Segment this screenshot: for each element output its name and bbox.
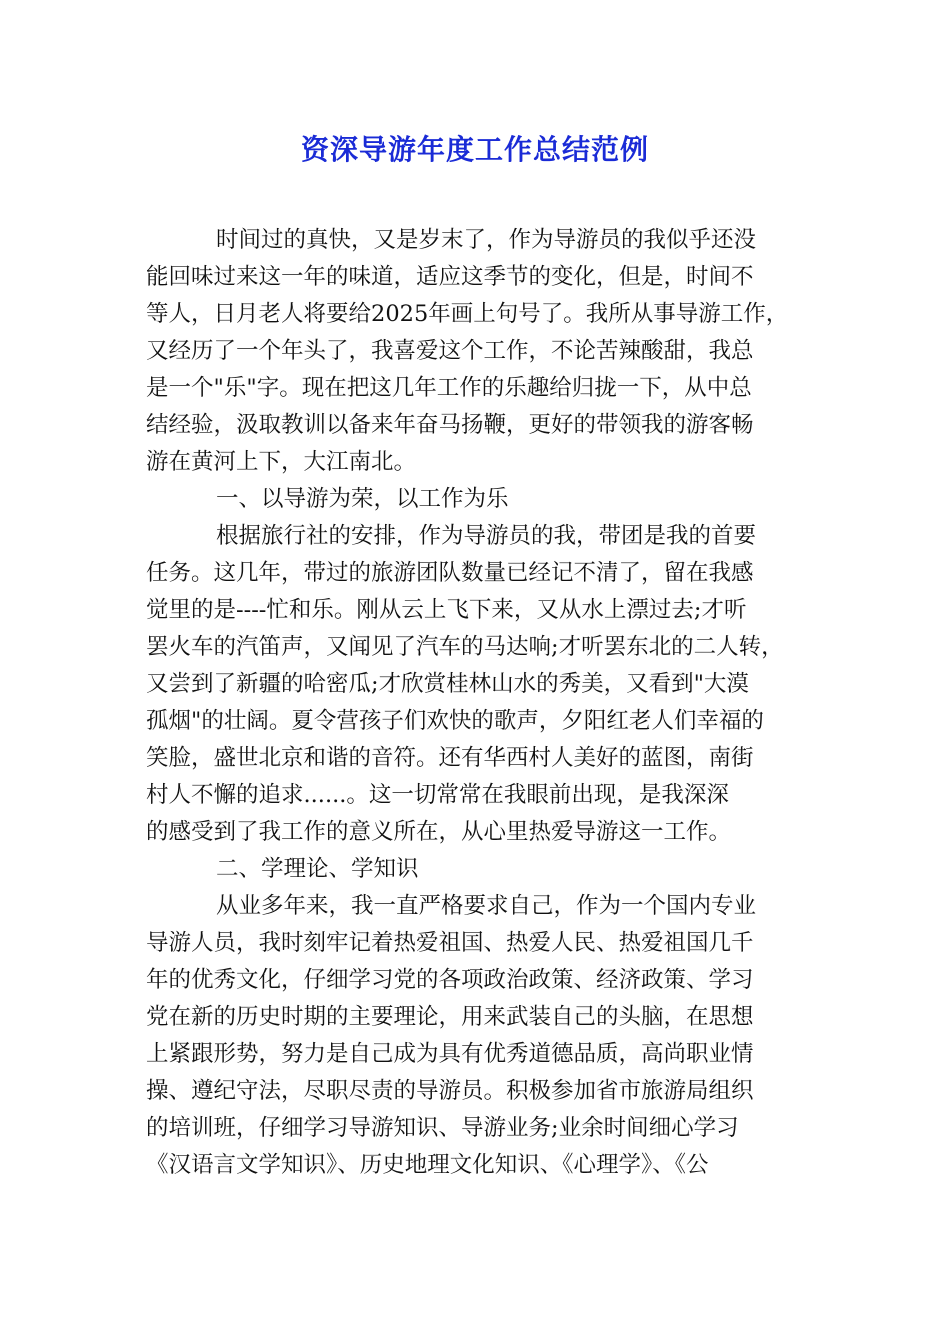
paragraph-line: 从业多年来，我一直严格要求自己，作为一个国内专业 xyxy=(216,893,757,919)
paragraph-line: 能回味过来这一年的味道，适应这季节的变化，但是，时间不 xyxy=(146,264,754,290)
paragraph-line: 的培训班，仔细学习导游知识、导游业务;业余时间细心学习 xyxy=(146,1115,739,1141)
paragraph-line: 笑脸，盛世北京和谐的音符。还有华西村人美好的蓝图，南街 xyxy=(146,745,754,771)
paragraph-line: 党在新的历史时期的主要理论，用来武装自己的头脑，在思想 xyxy=(146,1004,754,1030)
paragraph-line: 年的优秀文化，仔细学习党的各项政治政策、经济政策、学习 xyxy=(146,967,754,993)
section-heading: 二、学理论、学知识 xyxy=(216,856,419,882)
paragraph-line: 任务。这几年，带过的旅游团队数量已经记不清了，留在我感 xyxy=(146,560,754,586)
paragraph-line: 又尝到了新疆的哈密瓜;才欣赏桂林山水的秀美，又看到"大漠 xyxy=(146,671,749,697)
paragraph-line: 操、遵纪守法，尽职尽责的导游员。积极参加省市旅游局组织 xyxy=(146,1078,754,1104)
paragraph-line: 根据旅行社的安排，作为导游员的我，带团是我的首要 xyxy=(216,523,757,549)
paragraph-line: 又经历了一个年头了，我喜爱这个工作，不论苦辣酸甜，我总 xyxy=(146,338,754,364)
paragraph-line: 结经验，汲取教训以备来年奋马扬鞭，更好的带领我的游客畅 xyxy=(146,412,754,438)
paragraph-line: 时间过的真快，又是岁末了，作为导游员的我似乎还没 xyxy=(216,227,757,253)
section-heading: 一、以导游为荣，以工作为乐 xyxy=(216,486,509,512)
paragraph-line: 罢火车的汽笛声，又闻见了汽车的马达响;才听罢东北的二人转， xyxy=(146,634,784,660)
paragraph-line: 觉里的是----忙和乐。刚从云上飞下来，又从水上漂过去;才听 xyxy=(146,597,747,623)
paragraph-line: 上紧跟形势，努力是自己成为具有优秀道德品质，高尚职业情 xyxy=(146,1041,754,1067)
paragraph-line: 等人，日月老人将要给2025年画上句号了。我所从事导游工作， xyxy=(146,301,789,327)
paragraph-line: 孤烟"的壮阔。夏令营孩子们欢快的歌声，夕阳红老人们幸福的 xyxy=(146,708,764,734)
document-title: 资深导游年度工作总结范例 xyxy=(300,133,649,166)
paragraph-line: 《汉语言文学知识》、历史地理文化知识、《心理学》、《公 xyxy=(146,1152,709,1178)
paragraph-line: 导游人员，我时刻牢记着热爱祖国、热爱人民、热爱祖国几千 xyxy=(146,930,754,956)
paragraph-line: 村人不懈的追求......。这一切常常在我眼前出现，是我深深 xyxy=(146,782,729,808)
paragraph-line: 是一个"乐"字。现在把这几年工作的乐趣给归拢一下，从中总 xyxy=(146,375,752,401)
paragraph-line: 的感受到了我工作的意义所在，从心里热爱导游这一工作。 xyxy=(146,819,732,845)
paragraph-line: 游在黄河上下，大江南北。 xyxy=(146,449,417,475)
document-body xyxy=(146,222,818,1184)
